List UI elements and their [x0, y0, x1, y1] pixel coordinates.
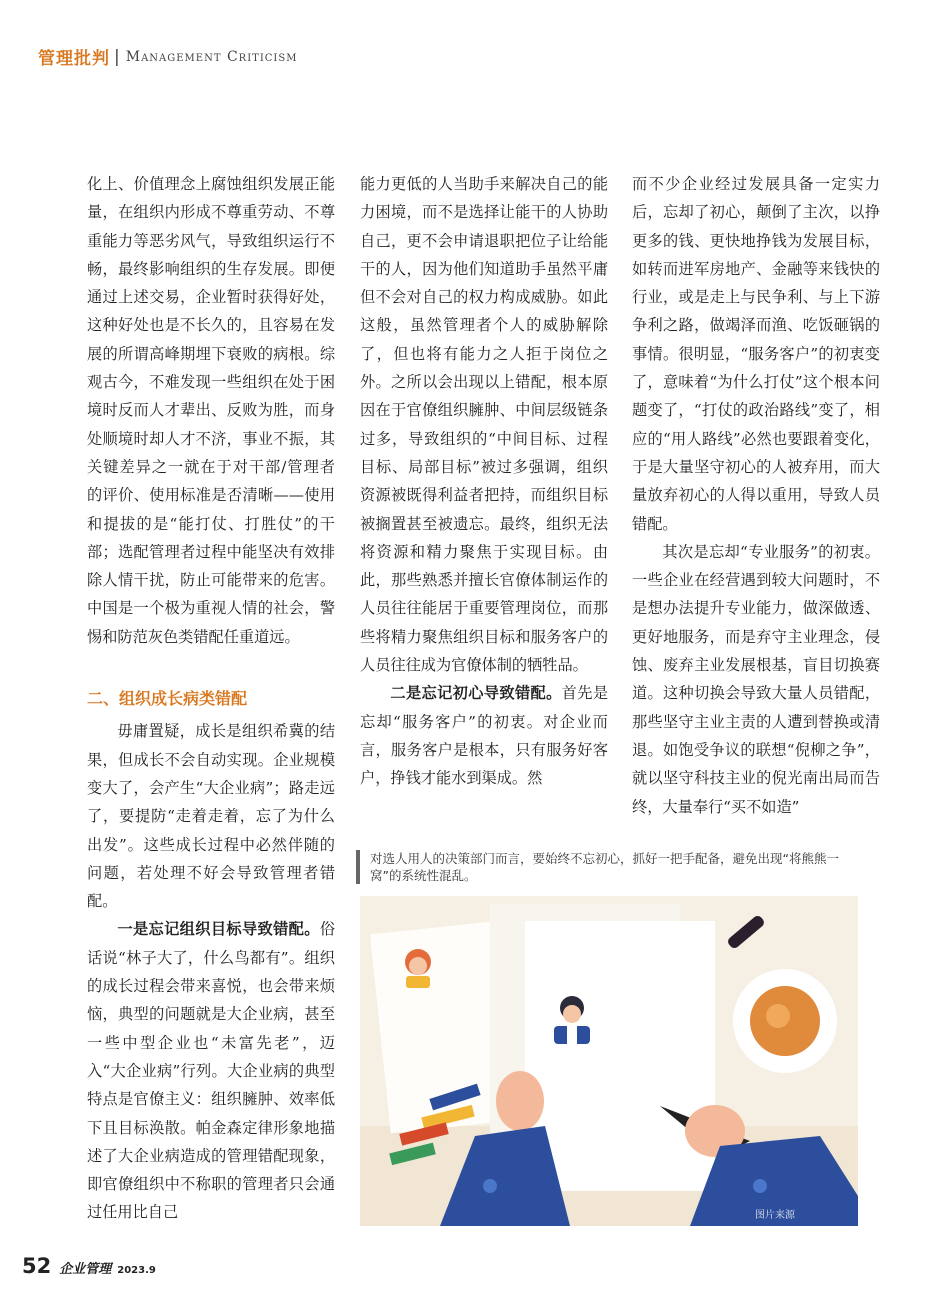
paragraph — [87, 915, 335, 1226]
paragraph-body: 俗话说“林子大了，什么鸟都有”。组织的成长过程会带来喜悦，也会带来烦恼，典型的问题就是大企业病，甚至一些中型企业也“未富先老”，迈入“大企业病”行列。大企业病的典型特点是官僚主义：组织臃肿、效率低下且目标涣散。帕金森定律形象地描述了大企业病造成的管理错配现象，即官僚组织中不称职的管理者只会通过任用比自己 — [87, 920, 335, 1222]
section-title-en: Management Criticism — [125, 48, 298, 65]
section-heading: 二、组织成长病类错配 — [87, 689, 248, 709]
left-hand-icon — [496, 1071, 544, 1131]
section-header — [38, 44, 297, 69]
hiring-illustration — [360, 896, 858, 1226]
figure-caption: 对选人用人的决策部门而言，要始终不忘初心，抓好一把手配备，避免出现“将熊熊一窝”的系统性混乱。 — [356, 850, 870, 884]
paragraph — [360, 679, 608, 792]
paragraph: 毋庸置疑，成长是组织希冀的结果，但成长不会自动实现。企业规模变大了，会产生“大企业病”；路走远了，要提防“走着走着，忘了为什么出发”。这些成长过程中必然伴随的问题，若处理不好会导致管理者错配。 — [87, 722, 335, 911]
paragraph: 化上、价值理念上腐蚀组织发展正能量，在组织内形成不尊重劳动、不尊重能力等恶劣风气，导致组织运行不畅，最终影响组织的生存发展。即便通过上述交易，企业暂时获得好处，这种好处也是不长久的，且容易在发展的所谓高峰期埋下衰败的病根。综观古今，不难发现一些组织在处于困境时反而人才辈出、反败为胜，而身处顺境时却人才不济，事业不振，其关键差异之一就在于对干部/管理者的评价、使用标准是否清晰——使用和提拔的是“能打仗、打胜仗”的干部；选配管理者过程中能坚决有效排除人情干扰，防止可能带来的危害。中国是一个极为重视人情的社会，警惕和防范灰色类错配任重道远。 — [87, 175, 335, 646]
page-footer — [22, 1254, 156, 1278]
issue-date: 2023.9 — [117, 1265, 156, 1276]
paragraph: 而不少企业经过发展具备一定实力后，忘却了初心，颠倒了主次，以挣更多的钱、更快地挣钱为发展目标，如转而进军房地产、金融等来钱快的行业，或是走上与民争利、与上下游争利之路，做竭泽而渔、吃饭砸锅的事情。很明显，“服务客户”的初衷变了，意味着“为什么打仗”这个根本问题变了，“打仗的政治路线”变了，相应的“用人路线”必然也要跟着变化，于是大量坚守初心的人被弃用，而大量放弃初心的人得以重用，导致人员错配。 — [632, 175, 880, 533]
text-column-3 — [632, 170, 880, 821]
paragraph-lead: 二是忘记初心导致错配。 — [390, 684, 562, 703]
magazine-name: 企业管理 — [59, 1262, 112, 1277]
image-credit: 图片来源 — [755, 1210, 795, 1221]
page-number: 52 — [22, 1254, 52, 1278]
paragraph: 能力更低的人当助手来解决自己的能力困境，而不是选择让能干的人协助自己，更不会申请退职把位子让给能干的人，因为他们知道助手虽然平庸但不会对自己的权力构成威胁。如此这般，虽然管理者个人的威胁解除了，但也将有能力之人拒于岗位之外。之所以会出现以上错配，根本原因在于官僚组织臃肿、中间层级链条过多，导致组织的“中间目标、过程目标、局部目标”被过多强调，组织资源被既得利益者把持，而组织目标被搁置甚至被遗忘。最终，组织无法将资源和精力聚焦于实现目标。由此，那些熟悉并擅长官僚体制运作的人员往往能居于重要管理岗位，而那些将精力聚焦组织目标和服务客户的人员往往成为官僚体制的牺牲品。 — [360, 175, 608, 675]
text-column-1 — [87, 170, 335, 1227]
paragraph: 其次是忘却“专业服务”的初衷。一些企业在经营遇到较大问题时，不是想办法提升专业能力，做深做透、更好地服务，而是弃守主业理念，侵蚀、废弃主业发展根基，盲目切换赛道。这种切换会导致大量人员错配，那些坚守主业主责的人遭到替换或清退。如饱受争议的联想“倪柳之争”，就以坚守科技主业的倪光南出局而告终，大量奉行“买不如造” — [632, 542, 880, 816]
text-column-2 — [360, 170, 608, 793]
paragraph-body: 首先是忘却“服务客户”的初衷。对企业而言，服务客户是根本，只有服务好客户，挣钱才能水到渠成。然 — [360, 684, 609, 788]
section-title-cn: 管理批判 — [38, 49, 110, 69]
header-divider: | — [114, 46, 120, 67]
paragraph-lead: 一是忘记组织目标导致错配。 — [117, 920, 320, 939]
